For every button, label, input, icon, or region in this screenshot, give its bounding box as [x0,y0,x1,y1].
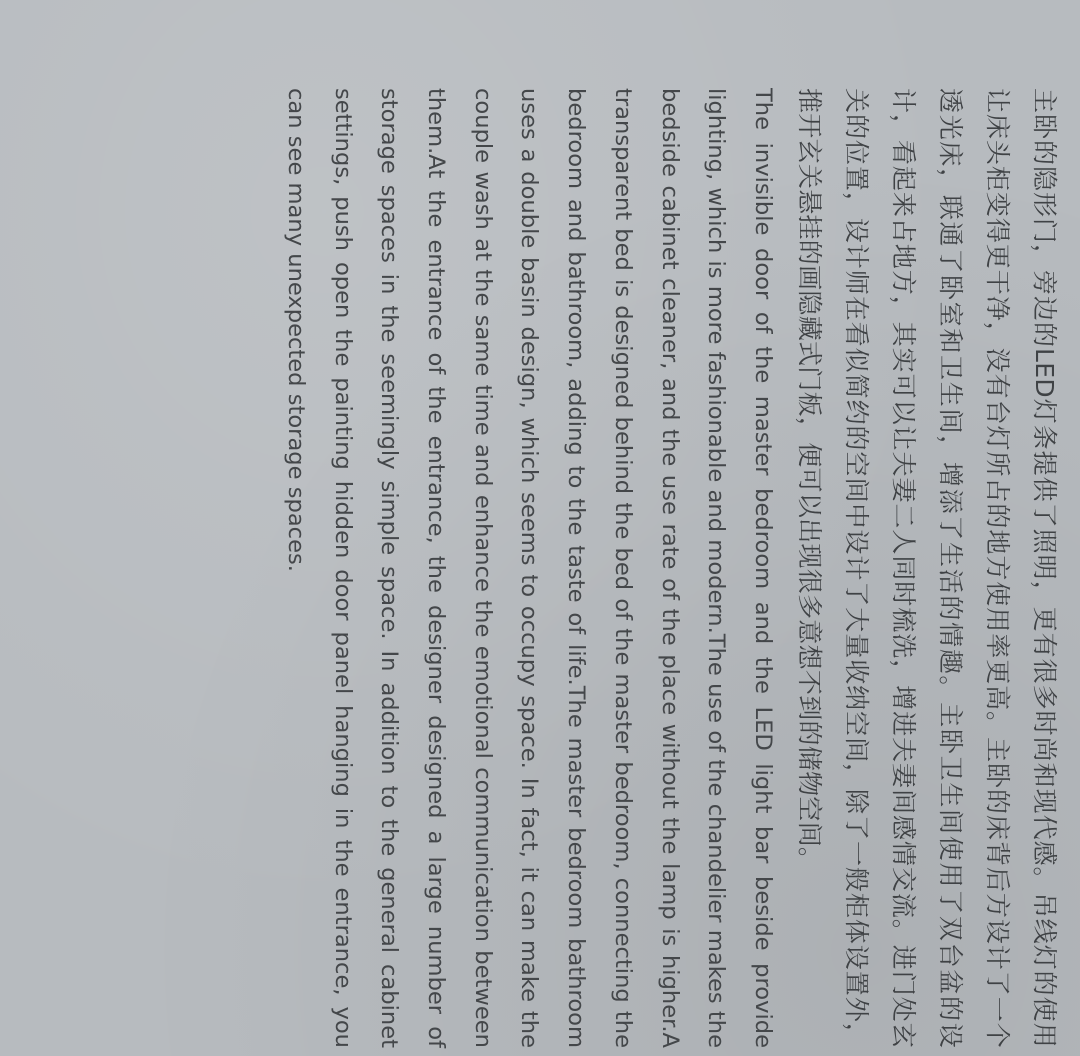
rotated-text-block [272,88,1068,1048]
chinese-paragraph: 主卧的隐形门，旁边的LED灯条提供了照明，更有很多时尚和现代感。吊线灯的使用让床头柜变得更干净，没有台灯所占的地方使用率更高。主卧的床背后方设计了一个透光床，联通了卧室和卫生间，增添了生活的情趣。主卧卫生间使用了双台盆的设计，看起来占地方，其实可以让夫妻二人同时梳洗，增进夫妻间感情交流。进门处玄关的位置，设计师在看似简约的空间中设计了大量收纳空间，除了一般柜体设置外，推开玄关悬挂的画隐藏式门板，便可以出现很多意想不到的储物空间。 [795,88,1059,1048]
english-paragraph: The invisible door of the master bedroom and the LED light bar beside provide lighting, which is more fashionable and modern.The use of the chandelier makes the bedside cabinet cleaner, and the use rate of the place without the lamp is higher.A transparent bed is designed behind the bed of the master bedroom, connecting the bedroom and bathroom, adding to the taste of life.The master bedroom bathroom uses a double basin design, which seems to occupy space. In fact, it can make the couple wash at the same time and enhance the emotional communication between them.At the entrance of the entrance, the designer designed a large number of storage spaces in the seemingly simple space. In addition to the general cabinet settings, push open the painting hidden door panel hanging in the entrance, you can see many unexpected storage spaces. [282,88,776,1048]
